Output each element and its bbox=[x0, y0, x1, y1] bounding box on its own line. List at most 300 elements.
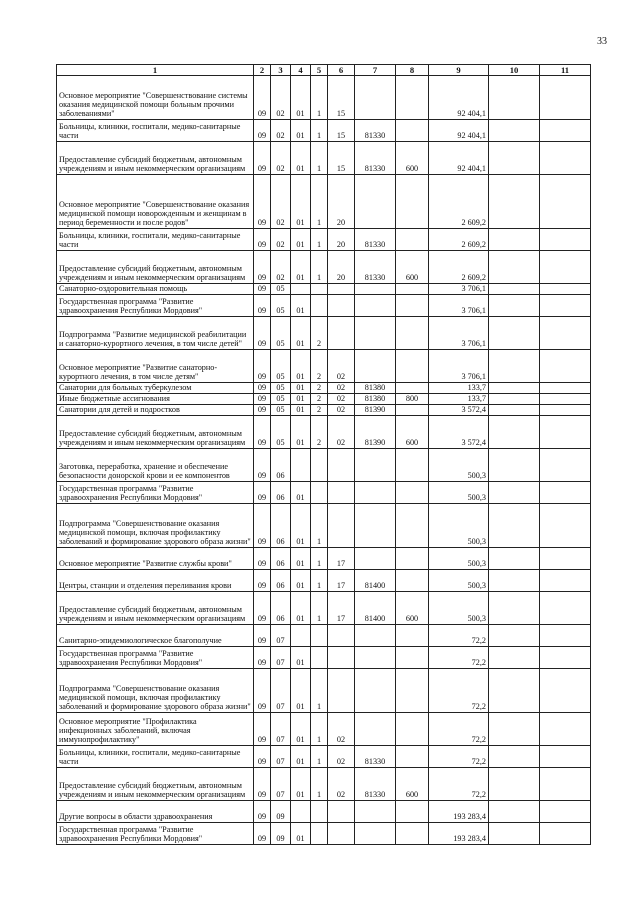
empty-cell bbox=[540, 405, 591, 416]
amount: 500,3 bbox=[429, 570, 489, 592]
expense-type-code bbox=[396, 383, 429, 394]
subprogram-code: 1 bbox=[311, 592, 328, 625]
subsection-code: 06 bbox=[271, 449, 291, 482]
section-code: 09 bbox=[254, 647, 271, 669]
event-code: 15 bbox=[328, 76, 355, 120]
expense-type-code bbox=[396, 504, 429, 548]
direction-code bbox=[355, 295, 396, 317]
program-code: 01 bbox=[291, 416, 311, 449]
subsection-code: 02 bbox=[271, 251, 291, 284]
subsection-code: 02 bbox=[271, 175, 291, 229]
direction-code: 81380 bbox=[355, 394, 396, 405]
table-row bbox=[57, 449, 591, 482]
expense-type-code bbox=[396, 449, 429, 482]
amount: 92 404,1 bbox=[429, 142, 489, 175]
event-code: 20 bbox=[328, 229, 355, 251]
empty-cell bbox=[489, 394, 540, 405]
direction-code bbox=[355, 504, 396, 548]
expense-type-code bbox=[396, 350, 429, 383]
col-header-8: 8 bbox=[396, 65, 429, 76]
event-code bbox=[328, 295, 355, 317]
item-name: Предоставление субсидий бюджетным, автономным учреждениям и иным некоммерческим организациям bbox=[57, 768, 254, 801]
amount: 193 283,4 bbox=[429, 823, 489, 845]
item-name: Основное мероприятие "Совершенствование оказания медицинской помощи новорожденным и женщинам в период беременности и после родов" bbox=[57, 175, 254, 229]
subsection-code: 05 bbox=[271, 350, 291, 383]
amount: 133,7 bbox=[429, 394, 489, 405]
item-name: Подпрограмма "Совершенствование оказания медицинской помощи, включая профилактику заболеваний и формирование здорового образа жизни" bbox=[57, 669, 254, 713]
col-header-9: 9 bbox=[429, 65, 489, 76]
event-code: 20 bbox=[328, 175, 355, 229]
col-header-6: 6 bbox=[328, 65, 355, 76]
subsection-code: 05 bbox=[271, 317, 291, 350]
subprogram-code: 2 bbox=[311, 416, 328, 449]
program-code: 01 bbox=[291, 504, 311, 548]
event-code bbox=[328, 284, 355, 295]
col-header-7: 7 bbox=[355, 65, 396, 76]
amount: 3 706,1 bbox=[429, 284, 489, 295]
table-row bbox=[57, 625, 591, 647]
expense-type-code bbox=[396, 229, 429, 251]
table-row bbox=[57, 548, 591, 570]
event-code: 02 bbox=[328, 713, 355, 746]
expense-type-code bbox=[396, 175, 429, 229]
direction-code: 81380 bbox=[355, 383, 396, 394]
program-code: 01 bbox=[291, 383, 311, 394]
empty-cell bbox=[540, 120, 591, 142]
subprogram-code: 1 bbox=[311, 175, 328, 229]
expense-type-code bbox=[396, 120, 429, 142]
subsection-code: 07 bbox=[271, 768, 291, 801]
direction-code bbox=[355, 647, 396, 669]
item-name: Санатории для детей и подростков bbox=[57, 405, 254, 416]
program-code: 01 bbox=[291, 295, 311, 317]
direction-code bbox=[355, 175, 396, 229]
expense-type-code: 600 bbox=[396, 592, 429, 625]
amount: 3 706,1 bbox=[429, 317, 489, 350]
subsection-code: 06 bbox=[271, 482, 291, 504]
item-name: Государственная программа "Развитие здравоохранения Республики Мордовия" bbox=[57, 823, 254, 845]
program-code: 01 bbox=[291, 317, 311, 350]
section-code: 09 bbox=[254, 592, 271, 625]
empty-cell bbox=[540, 823, 591, 845]
table-row bbox=[57, 801, 591, 823]
table-row bbox=[57, 482, 591, 504]
section-code: 09 bbox=[254, 449, 271, 482]
event-code bbox=[328, 647, 355, 669]
program-code: 01 bbox=[291, 647, 311, 669]
subprogram-code: 1 bbox=[311, 142, 328, 175]
event-code: 17 bbox=[328, 592, 355, 625]
event-code bbox=[328, 317, 355, 350]
amount: 2 609,2 bbox=[429, 175, 489, 229]
amount: 72,2 bbox=[429, 746, 489, 768]
empty-cell bbox=[489, 625, 540, 647]
amount: 3 706,1 bbox=[429, 295, 489, 317]
subprogram-code: 1 bbox=[311, 768, 328, 801]
table-row bbox=[57, 350, 591, 383]
amount: 92 404,1 bbox=[429, 120, 489, 142]
direction-code: 81400 bbox=[355, 592, 396, 625]
program-code: 01 bbox=[291, 548, 311, 570]
expense-type-code bbox=[396, 482, 429, 504]
subsection-code: 06 bbox=[271, 504, 291, 548]
col-header-5: 5 bbox=[311, 65, 328, 76]
empty-cell bbox=[540, 482, 591, 504]
direction-code bbox=[355, 713, 396, 746]
direction-code bbox=[355, 482, 396, 504]
subsection-code: 06 bbox=[271, 548, 291, 570]
direction-code: 81330 bbox=[355, 229, 396, 251]
subsection-code: 07 bbox=[271, 713, 291, 746]
direction-code bbox=[355, 76, 396, 120]
program-code: 01 bbox=[291, 713, 311, 746]
amount: 3 706,1 bbox=[429, 350, 489, 383]
expense-type-code: 600 bbox=[396, 768, 429, 801]
subsection-code: 02 bbox=[271, 229, 291, 251]
event-code: 02 bbox=[328, 768, 355, 801]
amount: 2 609,2 bbox=[429, 251, 489, 284]
item-name: Санатории для больных туберкулезом bbox=[57, 383, 254, 394]
expense-type-code bbox=[396, 746, 429, 768]
subsection-code: 07 bbox=[271, 669, 291, 713]
direction-code bbox=[355, 669, 396, 713]
table-row bbox=[57, 76, 591, 120]
event-code: 02 bbox=[328, 746, 355, 768]
amount: 500,3 bbox=[429, 548, 489, 570]
empty-cell bbox=[540, 142, 591, 175]
table-row bbox=[57, 746, 591, 768]
direction-code: 81330 bbox=[355, 746, 396, 768]
event-code: 20 bbox=[328, 251, 355, 284]
subprogram-code: 1 bbox=[311, 746, 328, 768]
empty-cell bbox=[540, 383, 591, 394]
table-row bbox=[57, 768, 591, 801]
event-code bbox=[328, 823, 355, 845]
section-code: 09 bbox=[254, 295, 271, 317]
table-row bbox=[57, 405, 591, 416]
table-row bbox=[57, 284, 591, 295]
direction-code bbox=[355, 548, 396, 570]
section-code: 09 bbox=[254, 823, 271, 845]
empty-cell bbox=[540, 449, 591, 482]
section-code: 09 bbox=[254, 801, 271, 823]
expense-type-code bbox=[396, 647, 429, 669]
program-code: 01 bbox=[291, 76, 311, 120]
section-code: 09 bbox=[254, 570, 271, 592]
direction-code bbox=[355, 823, 396, 845]
direction-code: 81390 bbox=[355, 405, 396, 416]
expense-type-code bbox=[396, 713, 429, 746]
program-code: 01 bbox=[291, 768, 311, 801]
subprogram-code bbox=[311, 823, 328, 845]
item-name: Государственная программа "Развитие здравоохранения Республики Мордовия" bbox=[57, 482, 254, 504]
empty-cell bbox=[540, 350, 591, 383]
empty-cell bbox=[540, 625, 591, 647]
item-name: Предоставление субсидий бюджетным, автономным учреждениям и иным некоммерческим организациям bbox=[57, 142, 254, 175]
amount: 2 609,2 bbox=[429, 229, 489, 251]
empty-cell bbox=[489, 647, 540, 669]
empty-cell bbox=[489, 768, 540, 801]
page-number: 33 bbox=[597, 36, 607, 47]
amount: 500,3 bbox=[429, 592, 489, 625]
amount: 500,3 bbox=[429, 504, 489, 548]
empty-cell bbox=[540, 746, 591, 768]
section-code: 09 bbox=[254, 120, 271, 142]
amount: 72,2 bbox=[429, 647, 489, 669]
amount: 3 572,4 bbox=[429, 416, 489, 449]
event-code bbox=[328, 504, 355, 548]
empty-cell bbox=[489, 669, 540, 713]
header-row bbox=[57, 65, 591, 76]
section-code: 09 bbox=[254, 383, 271, 394]
subsection-code: 02 bbox=[271, 76, 291, 120]
program-code: 01 bbox=[291, 405, 311, 416]
table-row bbox=[57, 142, 591, 175]
empty-cell bbox=[489, 120, 540, 142]
subsection-code: 09 bbox=[271, 823, 291, 845]
subprogram-code bbox=[311, 801, 328, 823]
empty-cell bbox=[489, 142, 540, 175]
program-code: 01 bbox=[291, 251, 311, 284]
subprogram-code bbox=[311, 482, 328, 504]
col-header-3: 3 bbox=[271, 65, 291, 76]
section-code: 09 bbox=[254, 350, 271, 383]
event-code bbox=[328, 669, 355, 713]
empty-cell bbox=[489, 823, 540, 845]
direction-code bbox=[355, 350, 396, 383]
table-body bbox=[57, 76, 591, 845]
table-row bbox=[57, 647, 591, 669]
empty-cell bbox=[540, 669, 591, 713]
item-name: Основное мероприятие "Развитие службы крови" bbox=[57, 548, 254, 570]
subsection-code: 02 bbox=[271, 142, 291, 175]
direction-code bbox=[355, 449, 396, 482]
empty-cell bbox=[489, 251, 540, 284]
empty-cell bbox=[489, 416, 540, 449]
empty-cell bbox=[489, 229, 540, 251]
col-header-1: 1 bbox=[57, 65, 254, 76]
amount: 133,7 bbox=[429, 383, 489, 394]
item-name: Больницы, клиники, госпитали, медико-санитарные части bbox=[57, 229, 254, 251]
empty-cell bbox=[540, 713, 591, 746]
empty-cell bbox=[489, 570, 540, 592]
subprogram-code: 2 bbox=[311, 350, 328, 383]
table-row bbox=[57, 592, 591, 625]
empty-cell bbox=[489, 284, 540, 295]
direction-code bbox=[355, 801, 396, 823]
subsection-code: 06 bbox=[271, 570, 291, 592]
item-name: Предоставление субсидий бюджетным, автономным учреждениям и иным некоммерческим организациям bbox=[57, 416, 254, 449]
event-code: 02 bbox=[328, 405, 355, 416]
direction-code: 81330 bbox=[355, 768, 396, 801]
section-code: 09 bbox=[254, 416, 271, 449]
direction-code: 81330 bbox=[355, 251, 396, 284]
table-row bbox=[57, 669, 591, 713]
empty-cell bbox=[540, 76, 591, 120]
empty-cell bbox=[489, 350, 540, 383]
program-code: 01 bbox=[291, 823, 311, 845]
event-code bbox=[328, 482, 355, 504]
expense-type-code: 600 bbox=[396, 142, 429, 175]
program-code bbox=[291, 284, 311, 295]
expense-type-code bbox=[396, 284, 429, 295]
section-code: 09 bbox=[254, 229, 271, 251]
program-code: 01 bbox=[291, 142, 311, 175]
col-header-11: 11 bbox=[540, 65, 591, 76]
amount: 72,2 bbox=[429, 768, 489, 801]
event-code bbox=[328, 625, 355, 647]
empty-cell bbox=[540, 592, 591, 625]
program-code: 01 bbox=[291, 746, 311, 768]
item-name: Заготовка, переработка, хранение и обеспечение безопасности донорской крови и ее компонентов bbox=[57, 449, 254, 482]
program-code: 01 bbox=[291, 394, 311, 405]
subprogram-code bbox=[311, 295, 328, 317]
subprogram-code: 2 bbox=[311, 317, 328, 350]
item-name: Предоставление субсидий бюджетным, автономным учреждениям и иным некоммерческим организациям bbox=[57, 592, 254, 625]
col-header-2: 2 bbox=[254, 65, 271, 76]
expense-type-code bbox=[396, 823, 429, 845]
empty-cell bbox=[540, 295, 591, 317]
expense-type-code: 800 bbox=[396, 394, 429, 405]
program-code: 01 bbox=[291, 229, 311, 251]
table-row bbox=[57, 504, 591, 548]
section-code: 09 bbox=[254, 746, 271, 768]
item-name: Больницы, клиники, госпитали, медико-санитарные части bbox=[57, 746, 254, 768]
item-name: Больницы, клиники, госпитали, медико-санитарные части bbox=[57, 120, 254, 142]
item-name: Основное мероприятие "Развитие санаторно-курортного лечения, в том числе детям" bbox=[57, 350, 254, 383]
empty-cell bbox=[540, 229, 591, 251]
subprogram-code: 1 bbox=[311, 504, 328, 548]
subprogram-code: 2 bbox=[311, 383, 328, 394]
table-row bbox=[57, 570, 591, 592]
item-name: Государственная программа "Развитие здравоохранения Республики Мордовия" bbox=[57, 647, 254, 669]
subsection-code: 05 bbox=[271, 416, 291, 449]
table-row bbox=[57, 823, 591, 845]
empty-cell bbox=[540, 394, 591, 405]
amount: 193 283,4 bbox=[429, 801, 489, 823]
program-code: 01 bbox=[291, 592, 311, 625]
section-code: 09 bbox=[254, 317, 271, 350]
empty-cell bbox=[540, 175, 591, 229]
amount: 500,3 bbox=[429, 449, 489, 482]
section-code: 09 bbox=[254, 482, 271, 504]
empty-cell bbox=[540, 504, 591, 548]
section-code: 09 bbox=[254, 142, 271, 175]
col-header-4: 4 bbox=[291, 65, 311, 76]
table-row bbox=[57, 713, 591, 746]
section-code: 09 bbox=[254, 405, 271, 416]
section-code: 09 bbox=[254, 504, 271, 548]
item-name: Санаторно-оздоровительная помощь bbox=[57, 284, 254, 295]
subprogram-code: 1 bbox=[311, 570, 328, 592]
subprogram-code: 1 bbox=[311, 120, 328, 142]
subprogram-code bbox=[311, 625, 328, 647]
amount: 72,2 bbox=[429, 625, 489, 647]
subsection-code: 07 bbox=[271, 625, 291, 647]
program-code: 01 bbox=[291, 482, 311, 504]
item-name: Иные бюджетные ассигнования bbox=[57, 394, 254, 405]
direction-code: 81330 bbox=[355, 120, 396, 142]
item-name: Предоставление субсидий бюджетным, автономным учреждениям и иным некоммерческим организациям bbox=[57, 251, 254, 284]
subprogram-code bbox=[311, 284, 328, 295]
section-code: 09 bbox=[254, 768, 271, 801]
empty-cell bbox=[489, 713, 540, 746]
event-code: 02 bbox=[328, 383, 355, 394]
subprogram-code: 2 bbox=[311, 394, 328, 405]
expense-type-code bbox=[396, 625, 429, 647]
event-code bbox=[328, 449, 355, 482]
empty-cell bbox=[489, 482, 540, 504]
section-code: 09 bbox=[254, 713, 271, 746]
subprogram-code: 1 bbox=[311, 76, 328, 120]
empty-cell bbox=[489, 76, 540, 120]
subprogram-code bbox=[311, 647, 328, 669]
program-code: 01 bbox=[291, 669, 311, 713]
direction-code bbox=[355, 625, 396, 647]
subprogram-code: 1 bbox=[311, 251, 328, 284]
empty-cell bbox=[489, 592, 540, 625]
event-code bbox=[328, 801, 355, 823]
event-code: 17 bbox=[328, 570, 355, 592]
subsection-code: 06 bbox=[271, 592, 291, 625]
empty-cell bbox=[489, 383, 540, 394]
subsection-code: 09 bbox=[271, 801, 291, 823]
direction-code: 81330 bbox=[355, 142, 396, 175]
empty-cell bbox=[489, 746, 540, 768]
direction-code bbox=[355, 317, 396, 350]
empty-cell bbox=[489, 449, 540, 482]
subprogram-code: 1 bbox=[311, 713, 328, 746]
program-code: 01 bbox=[291, 350, 311, 383]
program-code bbox=[291, 625, 311, 647]
table-row bbox=[57, 175, 591, 229]
table-row bbox=[57, 229, 591, 251]
empty-cell bbox=[489, 405, 540, 416]
expense-type-code bbox=[396, 76, 429, 120]
expense-type-code bbox=[396, 548, 429, 570]
table-row bbox=[57, 383, 591, 394]
amount: 3 572,4 bbox=[429, 405, 489, 416]
col-header-10: 10 bbox=[489, 65, 540, 76]
table-row bbox=[57, 416, 591, 449]
empty-cell bbox=[540, 416, 591, 449]
subsection-code: 05 bbox=[271, 295, 291, 317]
subsection-code: 05 bbox=[271, 284, 291, 295]
section-code: 09 bbox=[254, 669, 271, 713]
table-row bbox=[57, 295, 591, 317]
event-code: 02 bbox=[328, 416, 355, 449]
subprogram-code: 1 bbox=[311, 669, 328, 713]
section-code: 09 bbox=[254, 625, 271, 647]
empty-cell bbox=[489, 295, 540, 317]
subsection-code: 07 bbox=[271, 746, 291, 768]
section-code: 09 bbox=[254, 251, 271, 284]
empty-cell bbox=[540, 317, 591, 350]
program-code: 01 bbox=[291, 175, 311, 229]
expense-type-code bbox=[396, 295, 429, 317]
subsection-code: 05 bbox=[271, 383, 291, 394]
subprogram-code: 1 bbox=[311, 548, 328, 570]
empty-cell bbox=[540, 284, 591, 295]
event-code: 02 bbox=[328, 394, 355, 405]
amount: 72,2 bbox=[429, 713, 489, 746]
expense-type-code bbox=[396, 669, 429, 713]
event-code: 15 bbox=[328, 120, 355, 142]
expense-type-code: 600 bbox=[396, 416, 429, 449]
amount: 92 404,1 bbox=[429, 76, 489, 120]
empty-cell bbox=[489, 504, 540, 548]
table-row bbox=[57, 251, 591, 284]
